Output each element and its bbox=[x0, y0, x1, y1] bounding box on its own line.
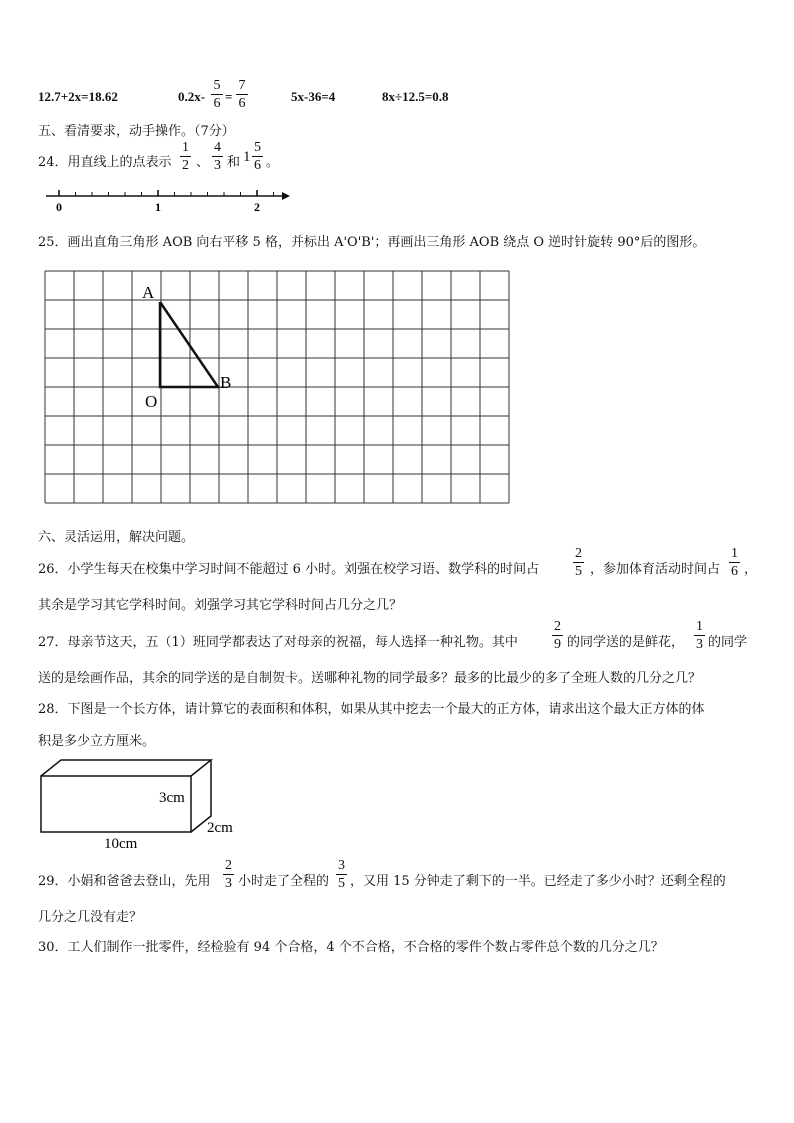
cuboid-width-label: 2cm bbox=[207, 820, 233, 836]
equation-2-prefix: 0.2x- bbox=[178, 89, 206, 104]
q29-end: ，又用 15 分钟走了剩下的一半。已经走了多少小时？还剩全程的 bbox=[350, 874, 726, 889]
q26-fraction-2: 1 6 bbox=[731, 546, 738, 579]
q28-line-1: 28．下图是一个长方体，请计算它的表面积和体积，如果从其中挖去一个最大的正方体，请求出这个最大正方体的体 bbox=[38, 702, 705, 717]
tick-label-0: 0 bbox=[56, 200, 62, 214]
label-o: O bbox=[145, 392, 158, 411]
section-6-title: 六、灵活运用，解决问题。 bbox=[38, 530, 195, 545]
equation-3: 5x-36=4 bbox=[291, 89, 336, 104]
q26-prefix: 26．小学生每天在校集中学习时间不能超过 6 小时。刘强在校学习语、数学科的时间占 bbox=[38, 562, 540, 577]
q30-text: 30．工人们制作一批零件，经检验有 94 个合格，4 个不合格，不合格的零件个数占零件总个数的几分之几？ bbox=[38, 940, 664, 955]
equation-4: 8x÷12.5=0.8 bbox=[382, 89, 449, 104]
q29-prefix: 29．小娟和爸爸去登山，先用 bbox=[38, 874, 211, 889]
q24-prefix: 24．用直线上的点表示 bbox=[38, 155, 172, 170]
equation-2-equals: = bbox=[225, 89, 233, 104]
q27-line-2: 送的是绘画作品，其余的同学送的是自制贺卡。送哪种礼物的同学最多？最多的比最少的多了全班人数的几分之几？ bbox=[38, 671, 702, 686]
label-b: B bbox=[220, 373, 232, 392]
q27-end: 的同学 bbox=[708, 635, 748, 650]
equation-2-fraction-1: 5 6 bbox=[211, 78, 223, 111]
cuboid-top-face bbox=[41, 760, 211, 776]
q24-fraction-1: 1 2 bbox=[182, 140, 189, 173]
q24-fraction-2: 4 3 bbox=[214, 140, 221, 173]
q24-fraction-3: 5 6 bbox=[254, 140, 261, 173]
q24-separator: 、 bbox=[196, 155, 210, 170]
grid-with-triangle bbox=[44, 270, 510, 506]
q27-prefix: 27．母亲节这天，五（1）班同学都表达了对母亲的祝福，每人选择一种礼物。其中 bbox=[38, 635, 518, 650]
q27-middle: 的同学送的是鲜花， bbox=[567, 635, 685, 650]
q29-fraction-2: 3 5 bbox=[338, 858, 345, 891]
q25-text: 25．画出直角三角形 AOB 向右平移 5 格，并标出 A'O'B'；再画出三角形 AOB 绕点 O 逆时针旋转 90°后的图形。 bbox=[38, 235, 706, 250]
number-line-ticks bbox=[59, 190, 274, 196]
q26-line-2: 其余是学习其它学科时间。刘强学习其它学科时间占几分之几？ bbox=[38, 598, 403, 613]
cuboid-figure bbox=[36, 756, 256, 852]
q26-fraction-1: 2 5 bbox=[575, 546, 582, 579]
q28-line-2: 积是多少立方厘米。 bbox=[38, 734, 156, 749]
label-a: A bbox=[142, 283, 155, 302]
q27-fraction-2: 1 3 bbox=[696, 619, 703, 652]
number-line bbox=[38, 186, 298, 216]
q26-middle: ，参加体育活动时间占 bbox=[590, 562, 721, 577]
cuboid-length-label: 10cm bbox=[104, 836, 138, 852]
tick-label-1: 1 bbox=[155, 200, 161, 214]
q29-line-2: 几分之几没有走？ bbox=[38, 910, 143, 925]
number-line-axis bbox=[46, 192, 290, 200]
q24-end: 。 bbox=[266, 155, 280, 170]
triangle-aob bbox=[160, 302, 218, 387]
equation-1: 12.7+2x=18.62 bbox=[38, 89, 118, 104]
grid-lines bbox=[45, 271, 509, 503]
q27-fraction-1: 2 9 bbox=[554, 619, 561, 652]
q29-middle: 小时走了全程的 bbox=[238, 874, 330, 889]
cuboid-height-label: 3cm bbox=[159, 790, 185, 806]
q26-end: ， bbox=[744, 562, 758, 577]
q29-fraction-1: 2 3 bbox=[225, 858, 232, 891]
q24-whole-number: 1 bbox=[243, 149, 251, 165]
equation-2-fraction-2: 7 6 bbox=[236, 78, 248, 111]
section-5-title: 五、看清要求，动手操作。（7分） bbox=[38, 124, 235, 139]
tick-label-2: 2 bbox=[254, 200, 260, 214]
q24-and: 和 bbox=[227, 155, 241, 170]
